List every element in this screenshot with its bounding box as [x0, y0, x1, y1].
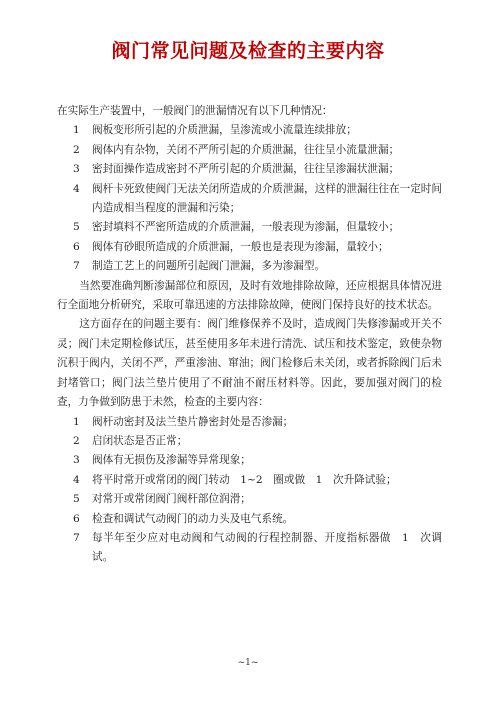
list-item-text: 密封填料不严密所造成的介质泄漏，一般表现为渗漏，但量较小；	[92, 221, 400, 234]
intro-paragraph: 在实际生产装置中，一般阀门的泄漏情况有以下几种情况：	[57, 105, 333, 117]
list-item	[57, 451, 442, 470]
list-item	[57, 257, 442, 276]
list-item-text: 将平时常开或常闭的阀门转动 1~2 圈或做 1 次升降试验；	[92, 473, 397, 486]
document-body	[57, 102, 442, 568]
list-item-number: 5	[73, 493, 80, 506]
list-item-text: 阀板变形所引起的介质泄漏，呈渗流或小流量连续排放；	[92, 124, 357, 137]
list-item	[57, 432, 442, 451]
list-item-text: 阀体有砂眼所造成的介质泄漏，一般也是表现为渗漏，量较小；	[92, 240, 389, 253]
list-item-number: 3	[73, 454, 80, 467]
list-item	[57, 490, 442, 509]
list-item-number: 3	[73, 163, 80, 176]
list-item-number: 2	[73, 143, 80, 156]
list-item-number: 4	[73, 182, 80, 195]
list-item	[57, 413, 442, 432]
list-item-text: 检查和调试气动阀门的动力头及电气系统。	[92, 512, 294, 525]
list-item-text: 制造工艺上的问题所引起阀门泄漏，多为渗漏型。	[92, 260, 326, 273]
problems-paragraph: 这方面存在的问题主要有：阀门维修保养不及时，造成阀门失修渗漏或开关不灵；阀门未定期检修试压，甚至使用多年未进行清洗、试压和技术鉴定，致使杂物沉积于阀内，关闭不严，严重渗油、窜油；阀门检修后未关闭，或者拆除阀门后未封堵管口；阀门法兰垫片使用了不耐油不耐压材料等。因此，要加强对阀门的检查，力争做到防患于未然，检查的主要内容：	[57, 318, 442, 409]
page-number: ~1~	[237, 658, 259, 668]
leak-cases-list	[57, 121, 442, 276]
list-item-number: 1	[73, 415, 80, 428]
list-item-text: 阀杆动密封及法兰垫片静密封处是否渗漏；	[92, 415, 294, 428]
list-item-text: 启闭状态是否正常；	[92, 434, 188, 447]
list-item	[57, 121, 442, 140]
list-item-number: 5	[73, 221, 80, 234]
list-item-number: 7	[73, 531, 80, 544]
list-item-text: 阀杆卡死致使阀门无法关闭所造成的介质泄漏，这样的泄漏往往在一定时间内造成相当程度的泄漏和污染；	[92, 182, 442, 215]
document-title: 阀门常见问题及检查的主要内容	[111, 40, 385, 62]
list-item	[57, 529, 442, 568]
list-item-number: 7	[73, 260, 80, 273]
list-item-text: 对常开或常闭阀门阀杆部位润滑；	[92, 493, 251, 506]
list-item	[57, 510, 442, 529]
list-item	[57, 180, 442, 219]
list-item-number: 6	[73, 240, 80, 253]
list-item	[57, 160, 442, 179]
list-item-number: 4	[73, 473, 80, 486]
list-item-text: 阀体有无损伤及渗漏等异常现象；	[92, 454, 251, 467]
list-item	[57, 141, 442, 160]
list-item-number: 1	[73, 124, 80, 137]
list-item	[57, 238, 442, 257]
list-item	[57, 471, 442, 490]
analysis-paragraph: 当然要准确判断渗漏部位和原因，及时有效地排除故障，还应根据具体情况进行全面地分析研究，采取可靠迅速的方法排除故障，使阀门保持良好的技术状态。	[57, 279, 442, 312]
list-item	[57, 218, 442, 237]
list-item-text: 阀体内有杂物，关闭不严所引起的介质泄漏，往往呈小流量泄漏；	[92, 143, 400, 156]
list-item-text: 每半年至少应对电动阀和气动阀的行程控制器、开度指标器做 1 次调试。	[92, 531, 442, 564]
list-item-number: 2	[73, 434, 80, 447]
check-items-list	[57, 413, 442, 568]
list-item-number: 6	[73, 512, 80, 525]
list-item-text: 密封面操作造成密封不严所引起的介质泄漏，往往呈渗漏状泄漏；	[92, 163, 400, 176]
